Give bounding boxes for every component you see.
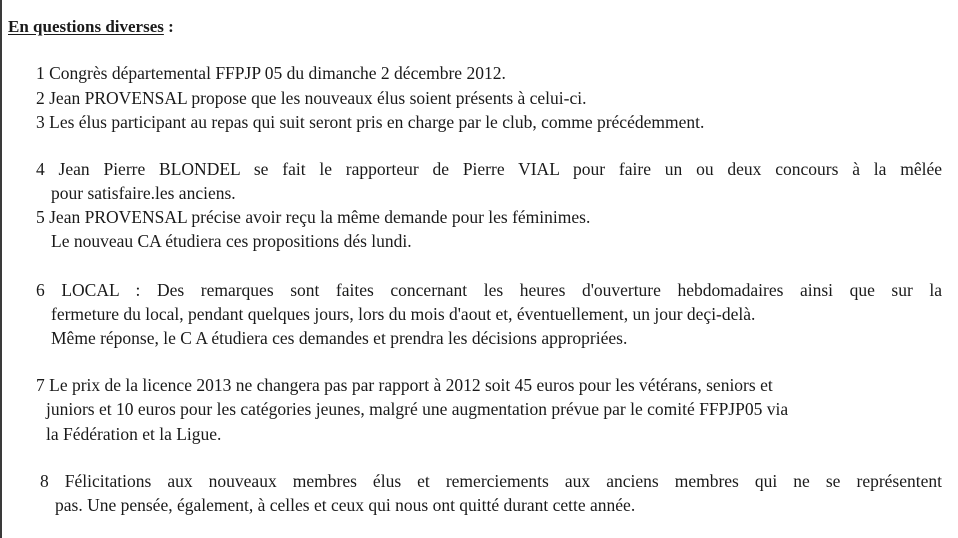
item-4-line-2: pour satisfaire.les anciens. bbox=[51, 183, 236, 203]
item-2-line-1: 2 Jean PROVENSAL propose que les nouveaux élus soient présents à celui-ci. bbox=[36, 88, 587, 108]
item-3-line-1: 3 Les élus participant au repas qui suit seront pris en charge par le club, comme précédemment. bbox=[36, 112, 705, 132]
item-5-line-1: 5 Jean PROVENSAL précise avoir reçu la même demande pour les féminimes. bbox=[36, 207, 591, 227]
item-8-line-2: pas. Une pensée, également, à celles et ceux qui nous ont quitté durant cette année. bbox=[55, 495, 636, 515]
item-7-line-1: 7 Le prix de la licence 2013 ne changera pas par rapport à 2012 soit 45 euros pour les vétérans, seniors et bbox=[36, 375, 773, 395]
item-6-line-3: Même réponse, le C A étudiera ces demandes et prendra les décisions appropriées. bbox=[51, 328, 628, 348]
item-6-line-2: fermeture du local, pendant quelques jours, lors du mois d'aout et, éventuellement, un jour deçi-delà. bbox=[51, 304, 756, 324]
item-6-line-1: 6 LOCAL : Des remarques sont faites concernant les heures d'ouverture hebdomadaires ainsi que sur la bbox=[36, 280, 942, 300]
item-1-line-1: 1 Congrès départemental FFPJP 05 du dimanche 2 décembre 2012. bbox=[36, 63, 506, 83]
section-heading-title: En questions diverses bbox=[8, 17, 164, 36]
item-4-line-1: 4 Jean Pierre BLONDEL se fait le rapporteur de Pierre VIAL pour faire un ou deux concours à la mêlée bbox=[36, 159, 942, 179]
item-8-line-1: 8 Félicitations aux nouveaux membres élus et remerciements aux anciens membres qui ne se représentent bbox=[40, 471, 942, 491]
item-7-line-2: juniors et 10 euros pour les catégories jeunes, malgré une augmentation prévue par le comité FFPJP05 via bbox=[46, 399, 789, 419]
item-5-line-2: Le nouveau CA étudiera ces propositions dés lundi. bbox=[51, 231, 412, 251]
section-heading-colon: : bbox=[163, 17, 174, 36]
item-7-line-3: la Fédération et la Ligue. bbox=[46, 424, 222, 444]
section-heading bbox=[8, 17, 174, 37]
